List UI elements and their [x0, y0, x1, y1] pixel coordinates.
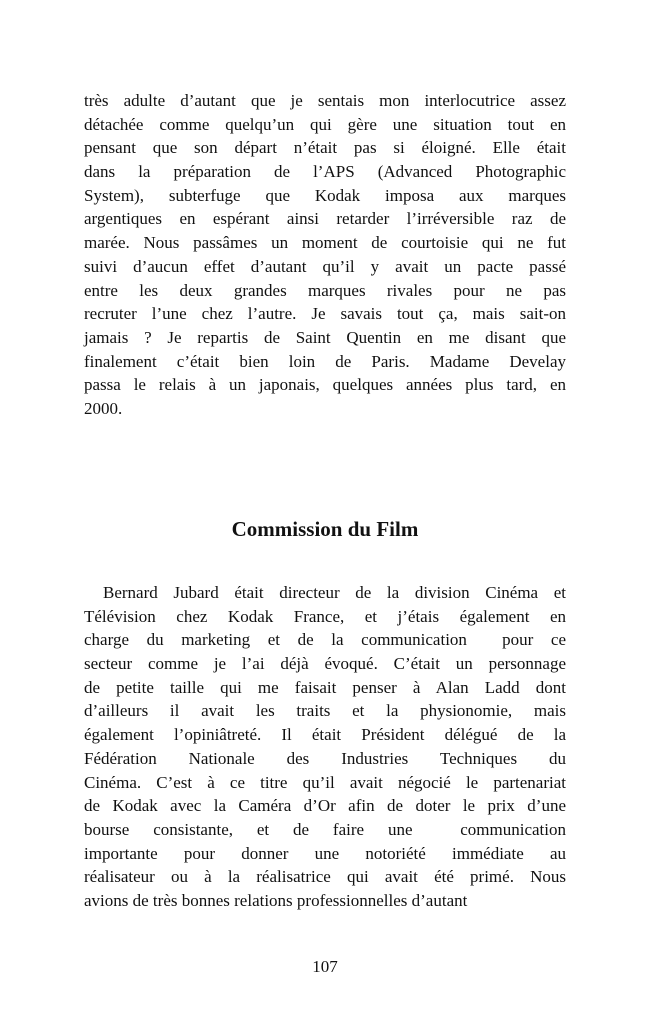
text-line: System), subterfuge que Kodak imposa aux marques [84, 185, 566, 205]
text-line: finalement c’était bien loin de Paris. Madame Develay [84, 351, 566, 371]
text-line: suivi d’aucun effet d’autant qu’il y avait un pacte passé [84, 256, 566, 276]
text-line: marée. Nous passâmes un moment de courtoisie qui ne fut [84, 233, 566, 253]
paragraph-2 [84, 581, 566, 913]
text-line: secteur comme je l’ai déjà évoqué. C’était un personnage [84, 654, 566, 674]
text-line: entre les deux grandes marques rivales pour ne pas [84, 280, 566, 300]
text-line: Télévision chez Kodak France, et j’étais également en [84, 606, 566, 626]
text-line: détachée comme quelqu’un qui gère une situation tout en [84, 114, 566, 134]
text-line: importante pour donner une notoriété immédiate au [84, 843, 566, 863]
text-line: recruter l’une chez l’autre. Je savais tout ça, mais sait-on [84, 304, 566, 324]
text-line: de Kodak avec la Caméra d’Or afin de doter le prix d’une [84, 796, 566, 816]
text-line: Fédération Nationale des Industries Techniques du [84, 748, 566, 768]
text-line: pensant que son départ n’était pas si éloigné. Elle était [84, 138, 566, 158]
text-line: Cinéma. C’est à ce titre qu’il avait négocié le partenariat [84, 772, 566, 792]
text-line: bourse consistante, et de faire une communication [84, 819, 566, 839]
text-line: également l’opiniâtreté. Il était Président délégué de la [84, 725, 566, 745]
text-line: Bernard Jubard était directeur de la division Cinéma et [103, 583, 566, 602]
text-line: charge du marketing et de la communication pour ce [84, 630, 566, 650]
text-line: dans la préparation de l’APS (Advanced Photographic [84, 162, 566, 182]
text-line: jamais ? Je repartis de Saint Quentin en me disant que [84, 327, 566, 347]
text-line: très adulte d’autant que je sentais mon interlocutrice assez [84, 91, 566, 110]
text-line: 2000. [84, 398, 123, 418]
text-line: d’ailleurs il avait les traits et la physionomie, mais [84, 701, 566, 721]
text-line: passa le relais à un japonais, quelques années plus tard, en [84, 375, 566, 395]
text-line: avions de très bonnes relations professionnelles d’autant [84, 890, 468, 910]
text-line: de petite taille qui me faisait penser à Alan Ladd dont [84, 677, 566, 697]
page-number: 107 [312, 957, 338, 976]
text-line: réalisateur ou à la réalisatrice qui avait été primé. Nous [84, 867, 566, 887]
paragraph-1 [84, 89, 566, 421]
chapter-heading: Commission du Film [231, 517, 419, 541]
text-line: argentiques en espérant ainsi retarder l’irréversible raz de [84, 209, 566, 229]
